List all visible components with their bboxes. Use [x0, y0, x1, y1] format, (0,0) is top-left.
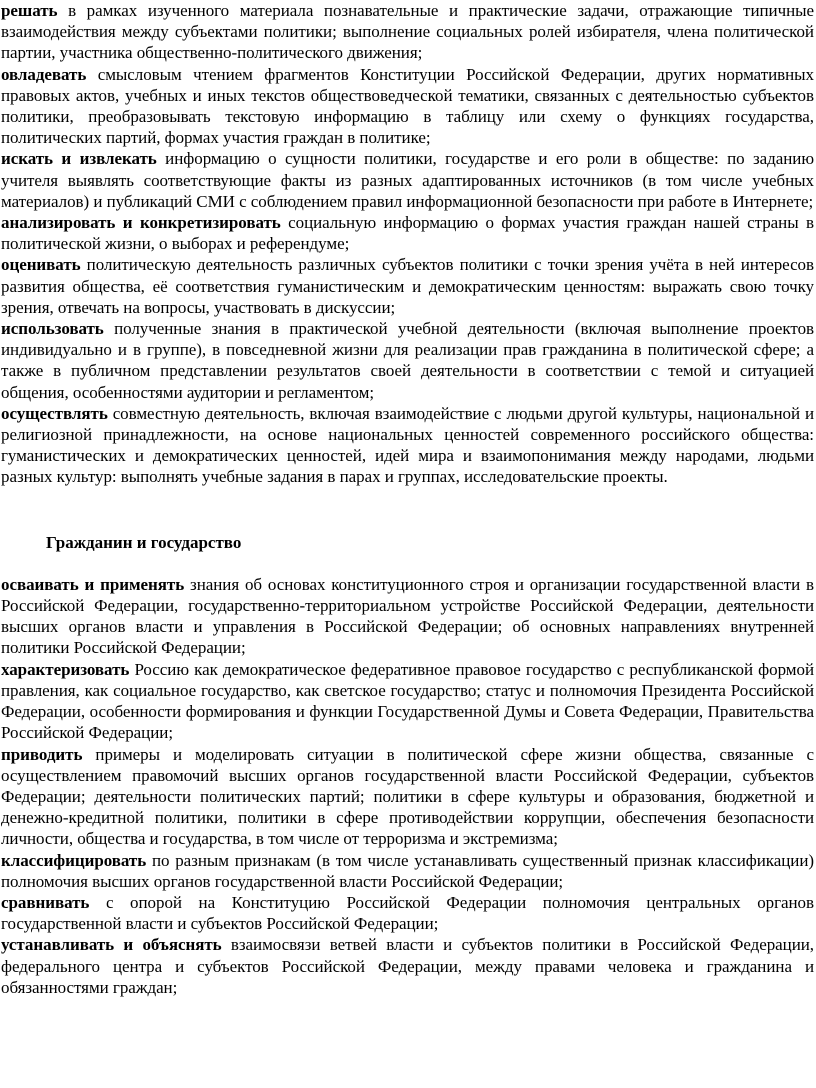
- skill-text: социальную информацию о формах участия граждан нашей страны в политической жизни, о выборах и референдуме;: [1, 213, 814, 254]
- skill-paragraph: [0, 659, 816, 744]
- skill-term: устанавливать и объяснять: [1, 935, 222, 955]
- skill-term: овладевать: [1, 64, 87, 84]
- skill-text: знания об основах конституционного строя и организации государственной власти в Российской Федерации, государственно-территориальном устройстве Российской Федерации, деятельности высших органов власти и управления в Российской Федерации; об основных направлениях внутренней политики Российской Федерации;: [1, 574, 815, 658]
- section-politics-skills: [0, 0, 816, 488]
- skill-text: Россию как демократическое федеративное правовое государство с республиканской формой правления, как социальное государство, как светское государство; статус и полномочия Президента Российской Федерации, особенности формирования и функции Государственной Думы и Совета Федерации, Правительства Российской Федерации;: [1, 659, 814, 743]
- skill-term: осваивать и применять: [1, 574, 185, 594]
- skill-paragraph: [0, 0, 816, 64]
- skill-text: политическую деятельность различных субъектов политики с точки зрения учёта в ней интересов развития общества, её соответствия гуманистическим и демократическим ценностям: выражать свою точку зрения, отвечать на вопросы, участвовать в дискуссии;: [1, 255, 814, 317]
- skill-term: использовать: [1, 319, 104, 339]
- skill-text: полученные знания в практической учебной деятельности (включая выполнение проектов индивидуально и в группе), в повседневной жизни для реализации прав гражданина в политической сфере; а также в публичном представлении результатов своей деятельности в соответствии с темой и ситуацией общения, особенностями аудитории и регламентом;: [1, 319, 814, 402]
- heading-gap: [0, 553, 816, 574]
- skill-term: искать и извлекать: [1, 149, 157, 169]
- skill-term: сравнивать: [1, 892, 90, 912]
- skill-paragraph: [0, 254, 816, 318]
- skill-term: характеризовать: [1, 659, 130, 679]
- skill-paragraph: [0, 318, 816, 403]
- section-citizen-and-state: [0, 574, 816, 998]
- skill-paragraph: [0, 403, 816, 488]
- skill-paragraph: [0, 744, 816, 850]
- skill-term: классифицировать: [1, 850, 147, 870]
- skill-term: анализировать и конкретизировать: [1, 213, 281, 233]
- skill-paragraph: [0, 64, 816, 149]
- skill-term: осуществлять: [1, 403, 108, 423]
- skill-paragraph: [0, 212, 816, 254]
- skill-text: совместную деятельность, включая взаимодействие с людьми другой культуры, национальной и религиозной принадлежности, на основе национальных ценностей современного российского общества: гуманистических и демократических ценностей, идей мира и взаимопонимания между народами, людьми разных культур: выполнять учебные задания в парах и группах, исследовательские проекты.: [1, 403, 814, 487]
- skill-term: оценивать: [1, 255, 81, 275]
- skill-text: информацию о сущности политики, государстве и его роли в обществе: по заданию учителя выявлять соответствующие факты из разных адаптированных источников (в том числе учебных материалов) и публикаций СМИ с соблюдением правил информационной безопасности при работе в Интернете;: [1, 149, 815, 211]
- skill-term: решать: [1, 1, 58, 20]
- skill-text: взаимосвязи ветвей власти и субъектов политики в Российской Федерации, федерального центра и субъектов Российской Федерации, между правами человека и гражданина и обязанностями граждан;: [1, 935, 814, 997]
- skill-term: приводить: [1, 744, 83, 764]
- skill-text: по разным признакам (в том числе устанавливать существенный признак классификации) полномочия высших органов государственной власти Российской Федерации;: [1, 850, 814, 891]
- section-heading: Гражданин и государство: [46, 532, 242, 552]
- skill-paragraph: [0, 850, 816, 892]
- skill-text: с опорой на Конституцию Российской Федерации полномочия центральных органов государственной власти и субъектов Российской Федерации;: [1, 892, 814, 934]
- section-gap: [0, 488, 816, 532]
- skill-paragraph: [0, 148, 816, 212]
- skill-paragraph: [0, 892, 816, 934]
- skill-paragraph: [0, 574, 816, 659]
- skill-paragraph: [0, 934, 816, 998]
- skill-text: в рамках изученного материала познавательные и практические задачи, отражающие типичные взаимодействия между субъектами политики; выполнение социальных ролей избирателя, члена политической партии, участника общественно-политического движения;: [1, 1, 814, 63]
- skill-text: смысловым чтением фрагментов Конституции Российской Федерации, других нормативных правовых актов, учебных и иных текстов обществоведческой тематики, связанных с деятельностью субъектов политики, преобразовывать текстовую информацию в таблицу или схему о функциях государства, политических партий, формах участия граждан в политике;: [1, 64, 814, 148]
- skill-text: примеры и моделировать ситуации в политической сфере жизни общества, связанные с осуществлением правомочий высших органов государственной власти Российской Федерации, субъектов Федерации; деятельности политических партий; политики в сфере культуры и образования, бюджетной и денежно-кредитной политики, политики в сфере противодействии коррупции, обеспечения безопасности личности, общества и государства, в том числе от терроризма и экстремизма;: [1, 744, 814, 849]
